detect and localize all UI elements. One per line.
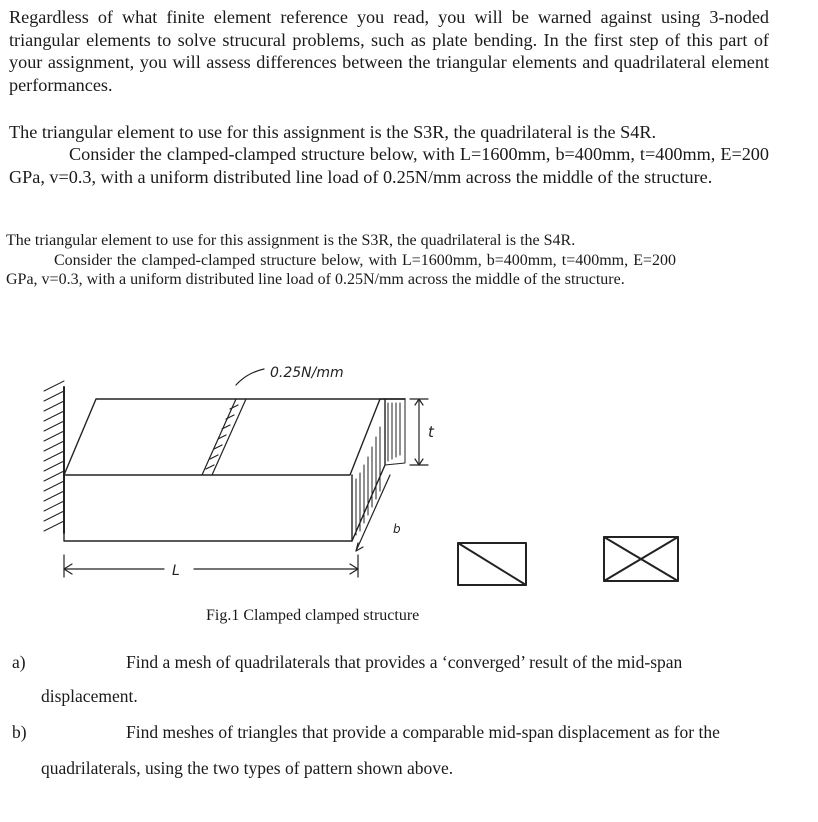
- spec-large-line2: Consider the clamped-clamped structure below, with L=1600mm, b=400mm, t=400mm, E=200 GPa, v=0.3, with a uniform distributed line load of 0.25N/mm across the middle of the structure.: [9, 144, 769, 187]
- spec-paragraph-small: [6, 231, 676, 290]
- length-dimension: [64, 555, 358, 577]
- question-a-label: a): [12, 652, 26, 672]
- mesh-pattern-single-diagonal-icon: [458, 543, 526, 585]
- question-a-text: Find a mesh of quadrilaterals that provides a ‘converged’ result of the mid-span: [126, 652, 683, 672]
- clamped-structure-figure: [0, 355, 818, 605]
- figure-caption: Fig.1 Clamped clamped structure: [206, 607, 420, 624]
- load-label: 0.25N/mm: [270, 365, 344, 381]
- spec-paragraph-large: [9, 121, 769, 188]
- thickness-label: t: [428, 423, 434, 441]
- spec-large-line1: The triangular element to use for this assignment is the S3R, the quadrilateral is the S4R.: [9, 122, 657, 142]
- clamped-wall-left: [44, 381, 64, 533]
- length-label: L: [172, 563, 180, 579]
- spec-small-line2: Consider the clamped-clamped structure below, with L=1600mm, b=400mm, t=400mm, E=200 GPa, v=0.3, with a uniform distributed line load of 0.25N/mm across the middle of the structure.: [6, 251, 676, 289]
- mesh-pattern-cross-diagonal-icon: [604, 537, 678, 581]
- question-b-label: b): [12, 722, 27, 742]
- question-a-continuation: displacement.: [41, 686, 138, 706]
- question-b-text: Find meshes of triangles that provide a comparable mid-span displacement as for the: [126, 722, 720, 742]
- question-b-continuation: quadrilaterals, using the two types of pattern shown above.: [41, 758, 454, 778]
- spec-small-line1: The triangular element to use for this assignment is the S3R, the quadrilateral is the S4R.: [6, 232, 576, 249]
- width-label: b: [393, 522, 401, 536]
- thickness-dimension: [410, 399, 428, 465]
- intro-paragraph: Regardless of what finite element reference you read, you will be warned against using 3-noded triangular elements to solve strucural problems, such as plate bending. In the first step of this part of your assignment, you will assess differences between the triangular elements and quadrilateral element performances.: [9, 7, 769, 95]
- width-dimension: [356, 475, 390, 551]
- distributed-load-arrows: [202, 369, 264, 475]
- structure-block: [64, 399, 405, 541]
